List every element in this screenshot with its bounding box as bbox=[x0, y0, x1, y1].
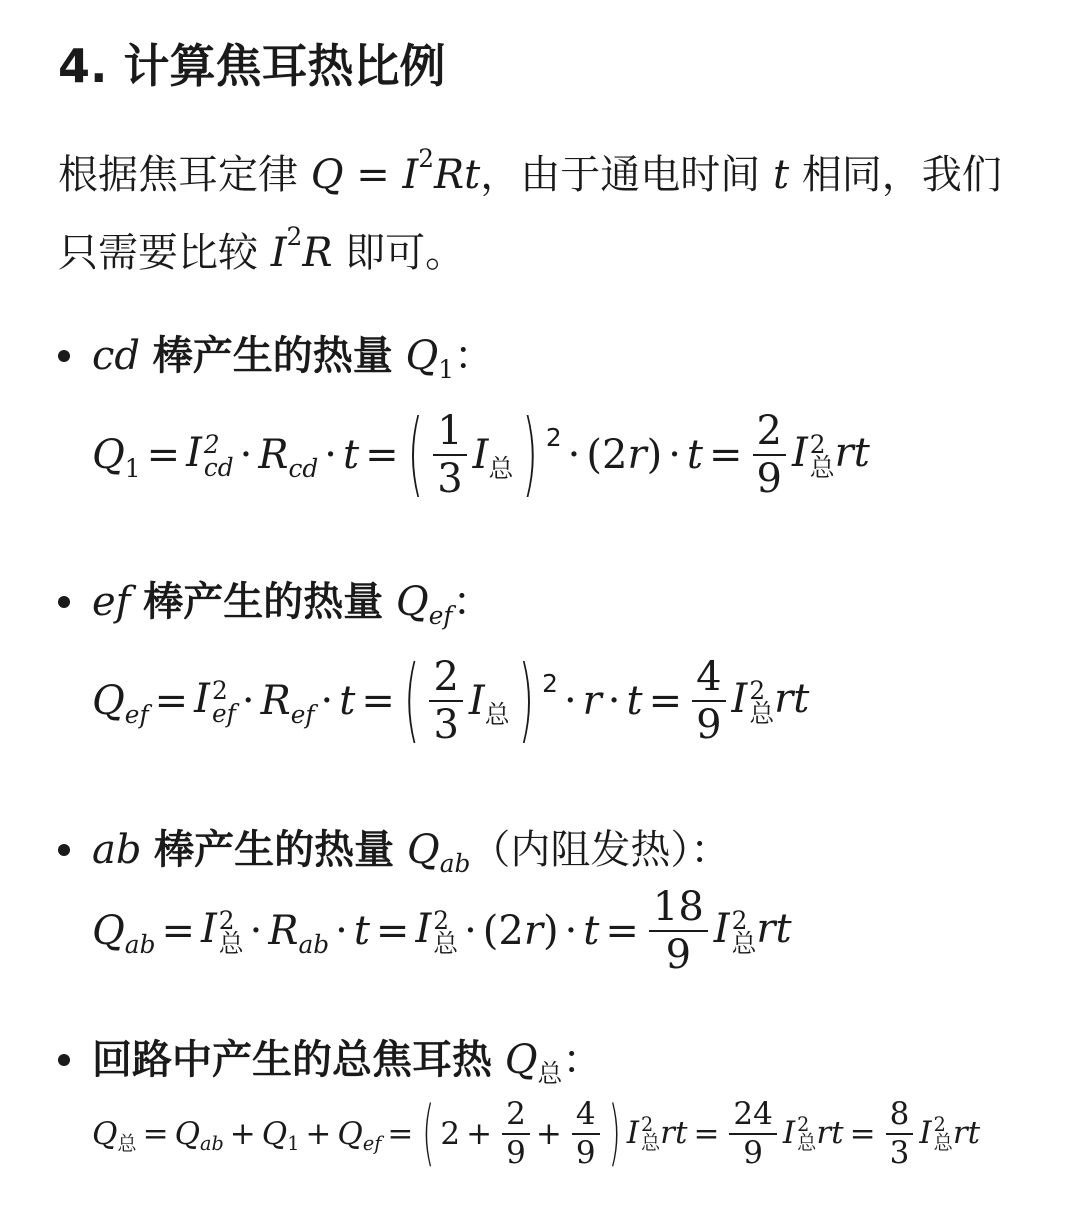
bullet-dot bbox=[58, 1054, 70, 1066]
bullet-heat-symbol: $Q_{ab}$ bbox=[406, 827, 471, 878]
time-variable: t bbox=[772, 152, 790, 198]
bullet-var: cd bbox=[92, 333, 141, 379]
bullet-dot bbox=[58, 844, 70, 856]
fraction: $\frac{2}{9}$ bbox=[502, 1098, 530, 1169]
bullet-ef bbox=[58, 572, 493, 632]
bullet-heat-symbol: $Q_{ef}$ bbox=[395, 579, 453, 630]
equation-qef: $Q_{ef}$ = I 2 ef · $R_{ef}$ · t = ( $\frac{2}{3}$ $I_总$ ) 2 · r · t = $\frac{4}{9}$ I 2 总 rt bbox=[92, 648, 810, 754]
intro-text-4: 即可。 bbox=[345, 230, 466, 276]
equation-qab: $Q_{ab}$ = I 2 总 · $R_{ab}$ · t = I 2 总 · (2r) · t = $\frac{18}{9}$ I 2 总 rt bbox=[92, 884, 792, 978]
bullet-text: 回路中产生的总焦耳热 bbox=[92, 1037, 492, 1083]
bullet-note: （内阻发热）： bbox=[470, 827, 731, 873]
bullet-var: ef bbox=[92, 579, 131, 625]
compare-formula: $I^2R$ bbox=[270, 221, 333, 276]
bullet-cd bbox=[58, 326, 494, 386]
equation-qtotal: $Q_总$ = $Q_{ab}$ + $Q_1$ + $Q_{ef}$ = ( 2 + $\frac{2}{9}$ + $\frac{4}{9}$ ) I 2 总 rt = $\frac{24}{9}$ I 2 总 rt = $\frac{8}{3}$ I 2 总 rt bbox=[92, 1092, 981, 1175]
bullet-var: ab bbox=[92, 827, 142, 873]
fraction: $\frac{18}{9}$ bbox=[649, 886, 708, 976]
intro-paragraph bbox=[58, 136, 1028, 292]
bullet-text: 棒产生的热量 bbox=[152, 333, 393, 379]
bullet-total bbox=[58, 1030, 602, 1090]
fraction: $\frac{4}{9}$ bbox=[572, 1098, 600, 1169]
fraction: $\frac{8}{3}$ bbox=[886, 1098, 914, 1169]
fraction: $\frac{4}{9}$ bbox=[692, 656, 725, 746]
fraction: $\frac{2}{9}$ bbox=[753, 410, 786, 500]
fraction: $\frac{24}{9}$ bbox=[729, 1098, 776, 1169]
fraction: $\frac{1}{3}$ bbox=[433, 410, 466, 500]
bullet-dot bbox=[58, 596, 70, 608]
intro-text-3: 相同，我们只需要比较 bbox=[58, 152, 1002, 276]
equation-q1: $Q_1$ = I 2 cd · $R_{cd}$ · t = ( $\frac{1}{3}$ $I_总$ ) 2 · (2r) · t = $\frac{2}{9}$ I 2 总 rt bbox=[92, 402, 870, 508]
bullet-colon: ： bbox=[452, 579, 493, 625]
bullet-colon: ： bbox=[562, 1037, 603, 1083]
intro-text-1: 根据焦耳定律 bbox=[58, 152, 298, 198]
bullet-text: 棒产生的热量 bbox=[143, 579, 384, 625]
bullet-colon: ： bbox=[454, 333, 495, 379]
bullet-dot bbox=[58, 350, 70, 362]
joule-law-formula: $Q = I^2Rt$ bbox=[310, 143, 481, 198]
fraction: $\frac{2}{3}$ bbox=[429, 656, 462, 746]
bullet-text: 棒产生的热量 bbox=[154, 827, 395, 873]
section-title: 4. 计算焦耳热比例 bbox=[58, 39, 446, 93]
bullet-heat-symbol: $Q_总$ bbox=[504, 1037, 563, 1088]
bullet-heat-symbol: $Q_1$ bbox=[405, 333, 455, 384]
bullet-ab bbox=[58, 820, 730, 880]
intro-text-2: ，由于通电时间 bbox=[480, 152, 761, 198]
